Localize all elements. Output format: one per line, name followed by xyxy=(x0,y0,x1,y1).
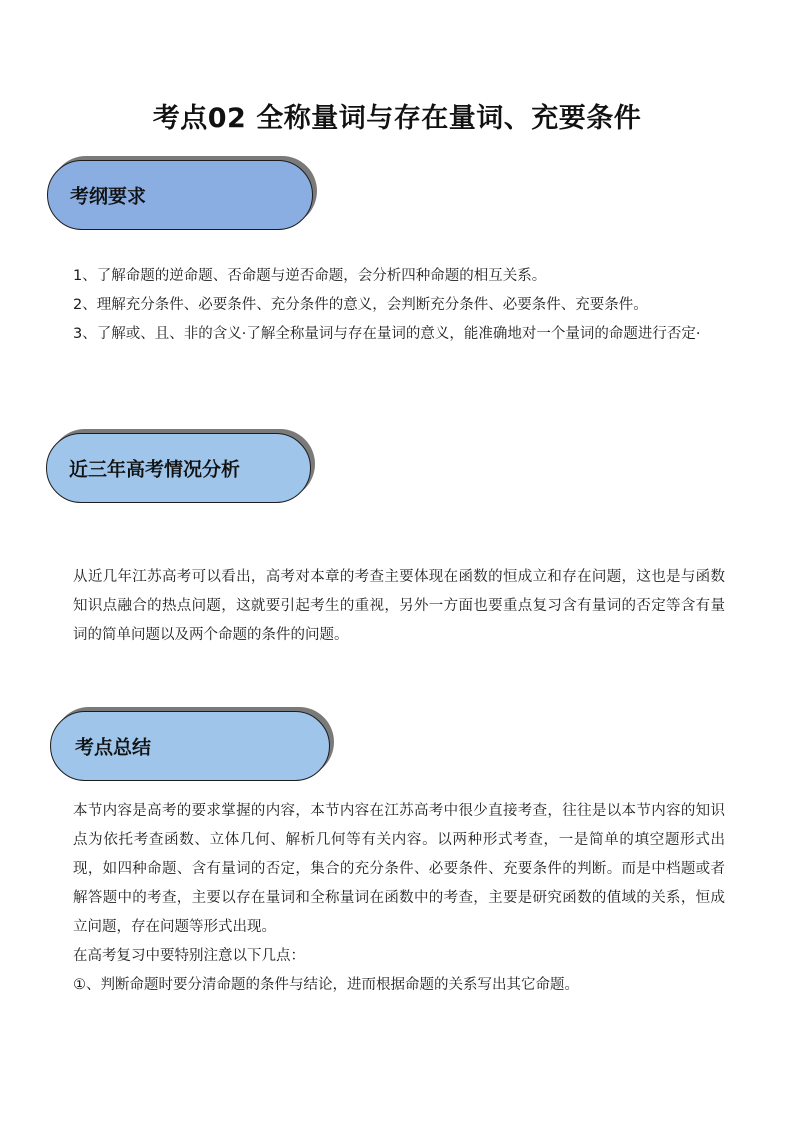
section-heading-analysis-label: 近三年高考情况分析 xyxy=(69,458,241,481)
syllabus-item: 3、了解或、且、非的含义·了解全称量词与存在量词的意义，能准确地对一个量词的命题进行否定· xyxy=(73,326,701,342)
summary-note-intro: 在高考复习中要特别注意以下几点： xyxy=(73,948,305,964)
analysis-paragraph: 从近几年江苏高考可以看出，高考对本章的考查主要体现在函数的恒成立和存在问题，这也是与函数知识点融合的热点问题，这就要引起考生的重视，另外一方面也要重点复习含有量词的否定等含有量词的简单问题以及两个命题的条件的问题。 xyxy=(73,569,725,643)
syllabus-list xyxy=(73,262,725,349)
section-heading-syllabus-label: 考纲要求 xyxy=(70,185,147,208)
summary-paragraph: 本节内容是高考的要求掌握的内容，本节内容在江苏高考中很少直接考查，往往是以本节内容的知识点为依托考查函数、立体几何、解析几何等有关内容。以两种形式考查，一是简单的填空题形式出现，如四种命题、含有量词的否定，集合的充分条件、必要条件、充要条件的判断。而是中档题或者解答题中的考查，主要以存在量词和全称量词在函数中的考查，主要是研究函数的值域的关系，恒成立问题，存在问题等形式出现。 xyxy=(73,803,725,935)
summary-point: ①、判断命题时要分清命题的条件与结论，进而根据命题的关系写出其它命题。 xyxy=(73,977,579,993)
section-heading-summary xyxy=(50,711,330,781)
syllabus-item: 2、理解充分条件、必要条件、充分条件的意义，会判断充分条件、必要条件、充要条件。 xyxy=(73,297,648,313)
summary-block xyxy=(73,797,725,1000)
section-heading-syllabus xyxy=(47,160,313,230)
section-heading-analysis xyxy=(46,433,311,503)
page-title: 考点02 全称量词与存在量词、充要条件 xyxy=(152,103,642,134)
section-heading-summary-label: 考点总结 xyxy=(75,736,152,759)
syllabus-item: 1、了解命题的逆命题、否命题与逆否命题，会分析四种命题的相互关系。 xyxy=(73,268,547,284)
